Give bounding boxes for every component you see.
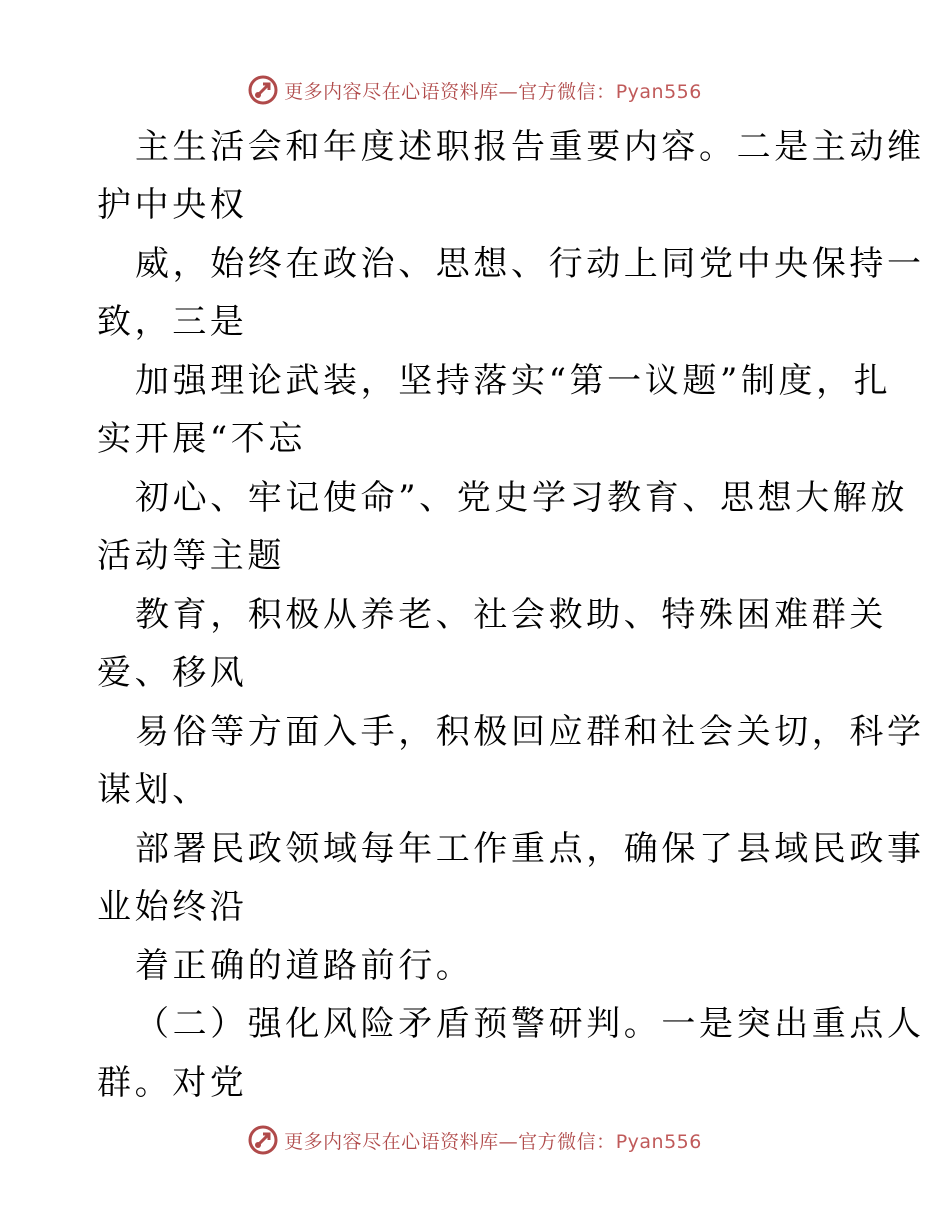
text-line: 业始终沿 <box>97 887 248 927</box>
text-line: 威，始终在政治、思想、行动上同党中央保持一 <box>135 244 925 284</box>
banner-dash: — <box>498 80 519 103</box>
text-line: 部署民政领域每年工作重点，确保了县域民政事 <box>135 829 925 869</box>
text-line: 致，三是 <box>97 302 248 342</box>
banner-wechat-id: Pyan556 <box>615 1130 702 1153</box>
text-line: 教育，积极从养老、社会救助、特殊困难群关 <box>135 595 887 635</box>
text-line: 实开展“不忘 <box>97 419 306 459</box>
banner-wechat-label: 官方微信： <box>518 80 616 103</box>
text-line: （二）强化风险矛盾预警研判。一是突出重点人 <box>135 1004 925 1044</box>
banner-wechat-id: Pyan556 <box>615 80 702 103</box>
text-line: 着正确的道路前行。 <box>135 946 474 986</box>
logo-icon <box>248 1125 278 1155</box>
text-line: 初心、牢记使命”、党史学习教育、思想大解放 <box>135 478 908 518</box>
text-line: 护中央权 <box>97 185 248 225</box>
banner-text <box>284 1127 702 1154</box>
text-line: 群。对党 <box>97 1063 248 1103</box>
text-line: 爱、移风 <box>97 653 248 693</box>
text-line: 加强理论武装，坚持落实“第一议题”制度，扎 <box>135 361 892 401</box>
banner-title: 更多内容尽在心语资料库 <box>284 80 499 103</box>
text-line: 主生活会和年度述职报告重要内容。二是主动维 <box>135 127 925 167</box>
footer-banner <box>0 1120 950 1160</box>
text-line: 谋划、 <box>97 770 210 810</box>
banner-title: 更多内容尽在心语资料库 <box>284 1130 499 1153</box>
banner-wechat-label: 官方微信： <box>518 1130 616 1153</box>
text-line: 活动等主题 <box>97 536 285 576</box>
banner-dash: — <box>498 1130 519 1153</box>
text-line: 易俗等方面入手，积极回应群和社会关切，科学 <box>135 712 925 752</box>
